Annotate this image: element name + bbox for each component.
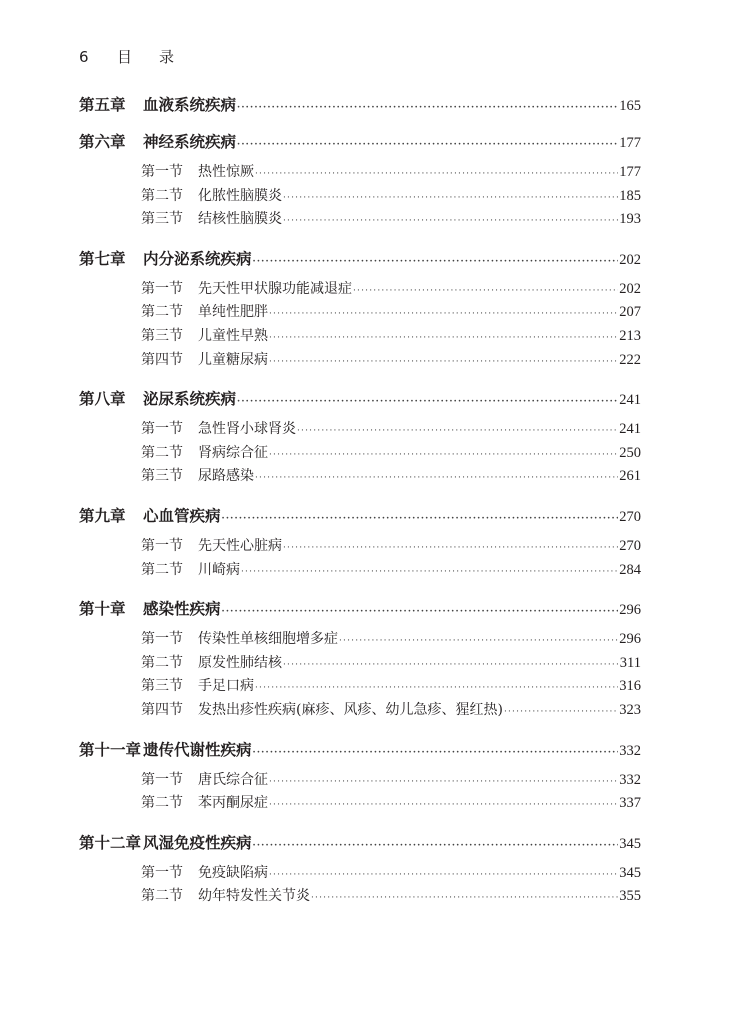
chapter-number: 第七章 — [79, 249, 126, 268]
chapter-entry[interactable] — [79, 738, 641, 760]
section-entry[interactable] — [79, 535, 641, 559]
chapter-entry[interactable] — [79, 831, 641, 853]
section-title: 热性惊厥 — [198, 164, 254, 180]
section-page: 177 — [619, 164, 641, 180]
section-title: 免疫缺陷病 — [198, 864, 268, 881]
dot-leader — [253, 841, 619, 851]
section-entry[interactable] — [79, 559, 641, 583]
chapter-page: 165 — [619, 98, 641, 114]
section-page: 332 — [619, 771, 641, 788]
section-page: 337 — [619, 795, 641, 812]
chapter-title: 风湿免疫性疾病 — [143, 833, 252, 852]
chapter-entry[interactable] — [79, 93, 641, 115]
chapter-entry[interactable] — [79, 130, 641, 152]
section-page: 250 — [619, 444, 641, 461]
section-title: 手足口病 — [198, 678, 254, 695]
section-entry[interactable] — [79, 792, 641, 816]
chapter-block — [79, 130, 641, 232]
dot-leader — [253, 257, 619, 267]
chapter-block — [79, 93, 641, 115]
dot-leader — [339, 636, 618, 646]
section-entry[interactable] — [79, 465, 641, 489]
section-title: 儿童糖尿病 — [198, 351, 268, 368]
dot-leader — [237, 103, 618, 113]
section-number: 第二节 — [141, 888, 183, 905]
section-entry[interactable] — [79, 652, 641, 676]
dot-leader — [269, 333, 618, 343]
chapter-entry[interactable] — [79, 387, 641, 409]
dot-leader — [311, 893, 618, 903]
dot-leader — [255, 169, 618, 179]
section-page: 193 — [619, 211, 641, 228]
dot-leader — [353, 286, 618, 296]
chapter-page: 177 — [619, 135, 641, 151]
dot-leader — [237, 140, 618, 150]
section-title: 儿童性早熟 — [198, 327, 268, 344]
section-number: 第二节 — [141, 654, 183, 671]
section-page: 316 — [619, 678, 641, 695]
chapter-block — [79, 738, 641, 816]
dot-leader — [283, 543, 618, 553]
section-number: 第一节 — [141, 537, 183, 554]
dot-leader — [255, 473, 618, 483]
section-number: 第一节 — [141, 164, 183, 180]
section-page: 323 — [619, 701, 641, 718]
section-entry[interactable] — [79, 208, 641, 232]
chapter-page: 241 — [619, 392, 641, 409]
dot-leader — [269, 450, 618, 460]
section-title: 原发性肺结核 — [198, 654, 282, 671]
section-title: 川崎病 — [198, 561, 240, 578]
section-entry[interactable] — [79, 885, 641, 909]
section-page: 296 — [619, 631, 641, 648]
section-title: 急性肾小球肾炎 — [198, 421, 296, 438]
section-title: 发热出疹性疾病(麻疹、风疹、幼儿急疹、猩红热) — [198, 701, 503, 718]
dot-leader — [269, 777, 618, 787]
section-entry[interactable] — [79, 185, 641, 209]
dot-leader — [283, 660, 619, 670]
section-title: 尿路感染 — [198, 468, 254, 485]
chapter-entry[interactable] — [79, 504, 641, 526]
chapter-block — [79, 387, 641, 489]
section-number: 第一节 — [141, 864, 183, 881]
chapter-page: 202 — [619, 251, 641, 268]
section-page: 213 — [619, 327, 641, 344]
section-number: 第三节 — [141, 468, 183, 485]
chapter-number: 第六章 — [79, 133, 126, 151]
chapter-block — [79, 831, 641, 909]
dot-leader — [222, 514, 619, 524]
section-title: 先天性甲状腺功能减退症 — [198, 280, 352, 297]
section-entry[interactable] — [79, 628, 641, 652]
chapter-number: 第十一章 — [79, 740, 142, 759]
chapter-title: 泌尿系统疾病 — [143, 390, 237, 409]
page-header — [79, 46, 174, 67]
section-number: 第二节 — [141, 561, 183, 578]
page-number: 6 — [79, 48, 89, 66]
chapter-title: 血液系统疾病 — [143, 96, 237, 114]
dot-leader — [297, 426, 618, 436]
chapter-number: 第九章 — [79, 506, 126, 525]
section-page: 270 — [619, 537, 641, 554]
header-title-char-1: 目 — [117, 48, 133, 66]
section-number: 第三节 — [141, 211, 183, 228]
dot-leader — [241, 567, 618, 577]
section-title: 肾病综合征 — [198, 444, 268, 461]
section-page: 261 — [619, 468, 641, 485]
chapter-title: 遗传代谢性疾病 — [143, 740, 252, 759]
section-entry[interactable] — [79, 325, 641, 349]
section-number: 第一节 — [141, 280, 183, 297]
section-page: 355 — [619, 888, 641, 905]
section-number: 第四节 — [141, 701, 183, 718]
section-entry[interactable] — [79, 301, 641, 325]
dot-leader — [269, 870, 618, 880]
chapter-number: 第十二章 — [79, 833, 142, 852]
section-number: 第一节 — [141, 771, 183, 788]
section-page: 185 — [619, 187, 641, 204]
section-entry[interactable] — [79, 278, 641, 302]
section-page: 222 — [619, 351, 641, 368]
chapter-page: 270 — [619, 508, 641, 525]
section-entry[interactable] — [79, 161, 641, 185]
section-entry[interactable] — [79, 769, 641, 793]
chapter-entry[interactable] — [79, 597, 641, 619]
chapter-number: 第五章 — [79, 96, 126, 114]
section-entry[interactable] — [79, 862, 641, 886]
chapter-title: 心血管疾病 — [143, 506, 221, 525]
section-title: 唐氏综合征 — [198, 771, 268, 788]
chapter-title: 感染性疾病 — [143, 600, 221, 619]
section-title: 结核性脑膜炎 — [198, 211, 282, 228]
section-page: 202 — [619, 280, 641, 297]
chapter-title: 神经系统疾病 — [143, 133, 237, 151]
section-entry[interactable] — [79, 418, 641, 442]
section-number: 第四节 — [141, 351, 183, 368]
header-title-char-2: 录 — [159, 48, 175, 66]
chapter-title: 内分泌系统疾病 — [143, 249, 252, 268]
table-of-contents — [79, 93, 641, 924]
section-number: 第二节 — [141, 304, 183, 321]
section-page: 207 — [619, 304, 641, 321]
chapter-block — [79, 504, 641, 582]
section-entry[interactable] — [79, 349, 641, 373]
section-title: 化脓性脑膜炎 — [198, 187, 282, 204]
section-entry[interactable] — [79, 675, 641, 699]
section-page: 311 — [619, 654, 641, 671]
chapter-entry[interactable] — [79, 247, 641, 269]
chapter-page: 296 — [619, 602, 641, 619]
dot-leader — [255, 683, 618, 693]
section-title: 幼年特发性关节炎 — [198, 888, 310, 905]
section-page: 345 — [619, 864, 641, 881]
section-entry[interactable] — [79, 442, 641, 466]
dot-leader — [269, 357, 618, 367]
section-page: 241 — [619, 421, 641, 438]
dot-leader — [269, 309, 618, 319]
dot-leader — [269, 800, 618, 810]
section-title: 单纯性肥胖 — [198, 304, 268, 321]
dot-leader — [283, 216, 618, 226]
section-number: 第一节 — [141, 631, 183, 648]
section-number: 第三节 — [141, 327, 183, 344]
section-number: 第一节 — [141, 421, 183, 438]
section-number: 第二节 — [141, 187, 183, 204]
chapter-number: 第十章 — [79, 600, 126, 619]
dot-leader — [253, 748, 619, 758]
chapter-block — [79, 597, 641, 722]
section-number: 第二节 — [141, 444, 183, 461]
chapter-block — [79, 247, 641, 372]
dot-leader — [237, 397, 618, 407]
dot-leader — [222, 607, 619, 617]
chapter-page: 345 — [619, 835, 641, 852]
section-title: 先天性心脏病 — [198, 537, 282, 554]
dot-leader — [504, 707, 618, 717]
section-number: 第三节 — [141, 678, 183, 695]
section-title: 苯丙酮尿症 — [198, 795, 268, 812]
section-title: 传染性单核细胞增多症 — [198, 631, 338, 648]
dot-leader — [283, 193, 618, 203]
section-number: 第二节 — [141, 795, 183, 812]
chapter-number: 第八章 — [79, 390, 126, 409]
chapter-page: 332 — [619, 742, 641, 759]
section-entry[interactable] — [79, 699, 641, 723]
section-page: 284 — [619, 561, 641, 578]
